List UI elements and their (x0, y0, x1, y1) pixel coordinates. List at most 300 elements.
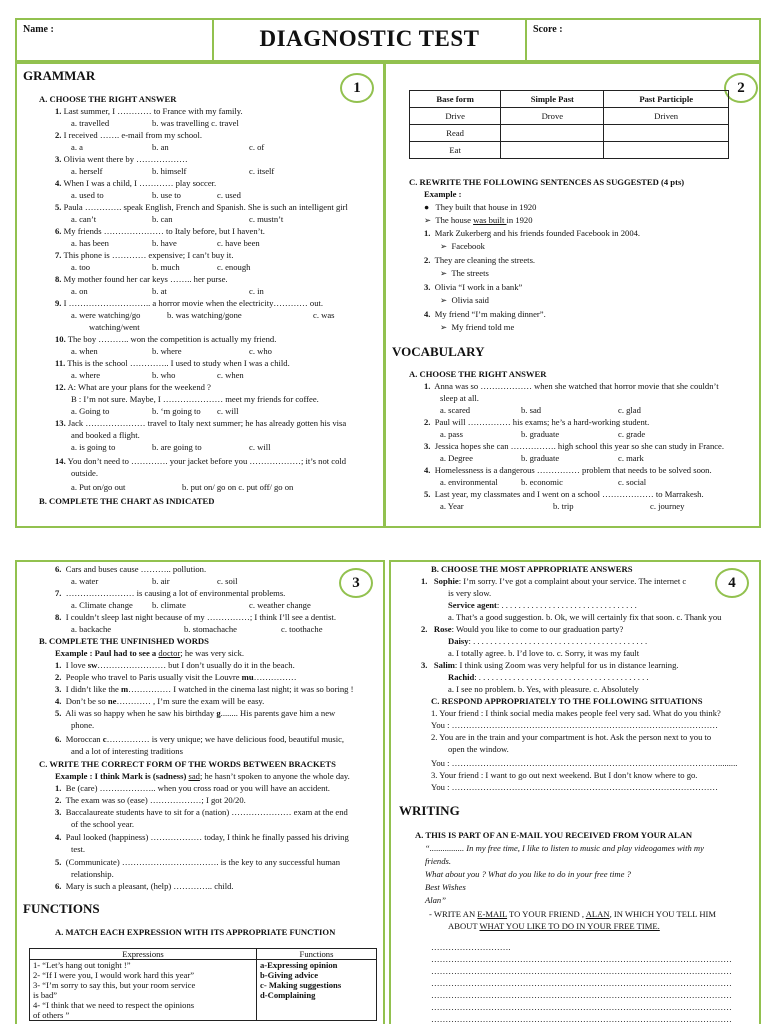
q-number: 1. (424, 381, 431, 391)
vocab-question-5 (424, 489, 704, 499)
q12-option-b[interactable]: b. ‘m going to (152, 406, 201, 416)
vocab-q2-option-a[interactable]: a. pass (440, 429, 463, 439)
functions-cell (257, 960, 377, 1021)
example-text: The house (435, 215, 474, 225)
example-label: Example : (424, 189, 462, 199)
answer-stem: Olivia said (451, 295, 489, 305)
q2-option-c[interactable]: c. of (249, 142, 265, 152)
item-text: I didn’t like the (65, 684, 121, 694)
q-text: The boy ……….. won the competition is actually my friend. (67, 334, 277, 344)
email-line-1: “................ In my free time, I like to listen to music and play videogames with my (425, 843, 704, 853)
q3-option-a[interactable]: a. herself (71, 166, 103, 176)
q-number: 6. (55, 564, 62, 574)
word-item-4 (55, 696, 264, 706)
q7-option-a[interactable]: a. too (71, 262, 91, 272)
q-text: This phone is ………… expensive; I can’t buy it. (63, 250, 234, 260)
section-c-example (55, 771, 350, 781)
dialogue-2-line-1: 2. Rose: Would you like to come to our graduation party? (421, 624, 624, 634)
q10-option-b[interactable]: b. where (152, 346, 182, 356)
column-header: Past Participle (604, 91, 729, 108)
dialogue-3-response[interactable] (448, 672, 649, 682)
q-number: 2. (55, 130, 62, 140)
form-item-5-cont: relationship. (71, 869, 114, 879)
form-item-6 (55, 881, 234, 891)
vocab-question-1 (424, 381, 719, 391)
q8-option-c[interactable]: c. in (249, 286, 264, 296)
dialogue-1-options[interactable]: a. That’s a good suggestion. b. Ok, we will certainly fix that soon. c. Thank you (448, 612, 722, 622)
dialogue-3-line-1: 3. Salim: I think using Zoom was very helpful for us in distance learning. (421, 660, 679, 670)
table-cell: Read (410, 125, 501, 142)
q-text: I ……………………….. a horror movie when the electricity………… out. (63, 298, 324, 308)
rewrite-item-3 (424, 282, 522, 292)
table-cell-blank[interactable] (604, 142, 729, 159)
table-row (410, 108, 729, 125)
q13-option-c[interactable]: c. will (249, 442, 271, 452)
page-2 (384, 62, 761, 528)
speaker-name: Service agent (448, 600, 497, 610)
speaker-name: Rose (433, 624, 452, 634)
dialogue-text: : I’m sorry. I’ve got a complaint about your service. The internet c (458, 576, 687, 586)
score-label: Score : (533, 24, 563, 35)
column-header: Simple Past (501, 91, 604, 108)
table-header-row (30, 949, 377, 960)
table-cell-blank[interactable] (501, 125, 604, 142)
situation-2-answer[interactable]: You : …………………………………………………………………………………......... (431, 758, 738, 768)
q-number: 9. (55, 298, 62, 308)
answer-line[interactable]: ………………………. (431, 942, 511, 952)
situation-3: 3. Your friend : I want to go out next weekend. But I don’t know where to go. (431, 770, 698, 780)
arrow-icon: ➢ (440, 322, 448, 332)
q2-option-b[interactable]: b. an (152, 142, 169, 152)
column-header: Functions (257, 949, 377, 960)
q6-option-a[interactable]: a. has been (71, 238, 109, 248)
vocab-question-3 (424, 441, 724, 451)
situation-2-cont: open the window. (448, 744, 509, 754)
word-start: g (216, 708, 221, 718)
q9-option-cont: watching/went (89, 322, 140, 332)
function-item: b-Giving advice (260, 970, 319, 980)
question-10 (55, 334, 276, 344)
question-2 (55, 130, 202, 140)
situation-1-answer[interactable]: You : ………………………………………………………………………………… (431, 720, 719, 730)
rewrite-answer-2[interactable] (440, 268, 489, 278)
section-b-example (55, 648, 244, 658)
q-text: Olivia went there by ……………… (63, 154, 188, 164)
word-start: m (120, 684, 129, 694)
situation-3-answer[interactable]: You : ………………………………………………………………………………… (431, 782, 719, 792)
example-label: Example : Paul had to see a (55, 648, 159, 658)
vocab-q1-option-a[interactable]: a. scared (440, 405, 471, 415)
item-text: Mary is such a pleasant, (help) ………….. child. (65, 881, 234, 891)
bullet-icon: ● (424, 202, 430, 212)
q2-option-a[interactable]: a. a (71, 142, 83, 152)
vocab-q2-option-c[interactable]: c. grade (618, 429, 646, 439)
q11-option-b[interactable]: b. who (152, 370, 176, 380)
answer-stem: Facebook (451, 241, 485, 251)
q-text: My mother found her car keys …….. her purse. (63, 274, 228, 284)
q13-cont: and booked a flight. (71, 430, 140, 440)
item-number: 5. (55, 857, 62, 867)
vocab-q4-option-a[interactable]: a. environmental (440, 477, 498, 487)
q-number: 3. (424, 441, 431, 451)
answer-line[interactable]: …………………………………………………………………………………………… (431, 966, 732, 976)
email-line-2: friends. (425, 856, 452, 866)
word-item-5-cont: phone. (71, 720, 95, 730)
q9-option-a[interactable]: a. were watching/go (71, 310, 141, 320)
q-number: 11. (55, 358, 66, 368)
table-row (30, 960, 377, 1021)
q6-option-b[interactable]: b. have (152, 238, 177, 248)
section-b-heading: B. CHOOSE THE MOST APPROPRIATE ANSWERS (431, 564, 633, 574)
column-header: Expressions (30, 949, 257, 960)
q12-line-b: B : I’m not sure. Maybe, I ………………… meet my friends for coffee. (71, 394, 319, 404)
vocab-q6-option-b[interactable]: b. air (152, 576, 170, 586)
q-text: Cars and buses cause ……….. pollution. (65, 564, 207, 574)
word-item-2 (55, 672, 297, 682)
q13-option-b[interactable]: b. are going to (152, 442, 202, 452)
item-number: 6. (55, 734, 62, 744)
expression-item: 4- “I think that we need to respect the opinions (33, 1000, 195, 1010)
q8-option-b[interactable]: b. at (152, 286, 167, 296)
q-text: Homelessness is a dangerous …………… problem that needs to be solved soon. (434, 465, 712, 475)
word-item-3 (55, 684, 353, 694)
vocab-question-7 (55, 588, 285, 598)
q-text: Last year, my classmates and I went on a school ……………… to Marrakesh. (434, 489, 704, 499)
form-item-5 (55, 857, 340, 867)
arrow-icon: ➢ (440, 295, 448, 305)
vocab-question-8 (55, 612, 336, 622)
expressions-cell (30, 960, 257, 1021)
item-text: …………… is very unique; we have delicious food, beautiful music, (106, 734, 345, 744)
email-line-5: Alan” (425, 895, 447, 905)
word-item-6 (55, 734, 344, 744)
question-12 (55, 382, 211, 392)
email-line-3: What about you ? What do you like to do in your free time ? (425, 869, 631, 879)
q-number: 13. (55, 418, 66, 428)
functions-heading: FUNCTIONS (23, 901, 100, 916)
q14-option-a[interactable]: a. Put on/go out (71, 482, 126, 492)
item-text: …………………… but I don’t usually do it in the beach. (97, 660, 295, 670)
item-text: …………… I watched in the cinema last night; it was so boring ! (128, 684, 354, 694)
q5-option-c[interactable]: c. mustn’t (249, 214, 284, 224)
q-number: 4. (424, 465, 431, 475)
q-text: This is the school ………….. I used to study when I was a child. (67, 358, 290, 368)
answer-line[interactable]: …………………………………………………………………………………………… (431, 978, 732, 988)
section-a-heading: A. CHOOSE THE RIGHT ANSWER (39, 94, 177, 104)
task-underlined: E-MAIL (477, 909, 508, 919)
vocabulary-heading: VOCABULARY (392, 344, 485, 359)
q-number: 8. (55, 612, 62, 622)
q12-option-c[interactable]: c. will (217, 406, 239, 416)
score-cell (527, 20, 761, 60)
expression-item: of others ” (33, 1010, 70, 1020)
vocab-q8-option-b[interactable]: b. stomachache (184, 624, 237, 634)
dialogue-2-response[interactable] (448, 636, 647, 646)
table-cell-blank[interactable] (501, 142, 604, 159)
speaker-name: Rachid (448, 672, 475, 682)
task-text: , IN WHICH YOU TELL HIM (609, 909, 717, 919)
vocab-q5-option-c[interactable]: c. journey (650, 501, 685, 511)
q7-option-c[interactable]: c. enough (217, 262, 251, 272)
dialogue-3-options[interactable]: a. I see no problem. b. Yes, with pleasure. c. Absolutely (448, 684, 639, 694)
item-number: 3. (55, 807, 62, 817)
vocab-q3-option-c[interactable]: c. mark (618, 453, 644, 463)
vocab-q5-option-b[interactable]: b. trip (553, 501, 574, 511)
q9-option-c[interactable]: c. was (313, 310, 335, 320)
vocab-q1-option-b[interactable]: b. sad (521, 405, 542, 415)
situation-1: 1. Your friend : I think social media makes people feel very sad. What do you think? (431, 708, 721, 718)
vocab-q7-option-a[interactable]: a. Climate change (71, 600, 133, 610)
answer-stem: The streets (451, 268, 489, 278)
q-number: 5. (424, 489, 431, 499)
item-number: 6. (55, 881, 62, 891)
question-14 (55, 456, 346, 466)
item-text: ........ His parents gave him a new (220, 708, 336, 718)
example-underlined: was built (473, 215, 507, 225)
vocab-q3-option-b[interactable]: b. graduate (521, 453, 560, 463)
form-item-1 (55, 783, 330, 793)
q-text: My friends ………………… to Italy before, but I haven’t. (63, 226, 265, 236)
question-9 (55, 298, 323, 308)
word-start: mu (241, 672, 254, 682)
q5-option-a[interactable]: a. can’t (71, 214, 97, 224)
q5-option-b[interactable]: b. can (152, 214, 173, 224)
q-number: 10. (55, 334, 66, 344)
vocab-q7-option-b[interactable]: b. climate (152, 600, 186, 610)
q-number: 14. (55, 456, 66, 466)
q-text: Jessica hopes she can ……………. high school this year so she can study in France. (434, 441, 725, 451)
question-13 (55, 418, 346, 428)
answer-line[interactable]: …………………………………………………………………………………………… (431, 1002, 732, 1012)
page-number-badge: 1 (340, 73, 374, 103)
vocab-q1-cont: sleep at all. (440, 393, 479, 403)
word-start: c (102, 734, 107, 744)
item-number: 3. (424, 282, 431, 292)
example-text: ; he was very sick. (180, 648, 245, 658)
item-number: 4. (55, 696, 62, 706)
q11-option-a[interactable]: a. where (71, 370, 101, 380)
q-text: Last summer, I ………… to France with my family. (63, 106, 243, 116)
q14-cont: outside. (71, 468, 98, 478)
q14-option-b[interactable]: b. put on/ go on c. put off/ go on (182, 482, 294, 492)
functions-section-a-heading: A. MATCH EACH EXPRESSION WITH ITS APPROPRIATE FUNCTION (55, 927, 336, 937)
q3-option-b[interactable]: b. himself (152, 166, 187, 176)
vocab-q5-option-a[interactable]: a. Year (440, 501, 464, 511)
task-underlined: ALAN (585, 909, 610, 919)
question-8 (55, 274, 228, 284)
page-number-badge: 2 (724, 73, 758, 103)
q-number: 2. (424, 417, 431, 427)
vocab-q8-option-c[interactable]: c. toothache (281, 624, 323, 634)
item-text: Be (care) ……………….. when you cross road or you will have an accident. (65, 783, 330, 793)
rewrite-answer-3[interactable] (440, 295, 489, 305)
vocab-q6-option-c[interactable]: c. soil (217, 576, 238, 586)
form-item-2 (55, 795, 246, 805)
vocab-section-a-heading: A. CHOOSE THE RIGHT ANSWER (409, 369, 547, 379)
table-cell: Eat (410, 142, 501, 159)
speaker-name: Salim (433, 660, 455, 670)
q12-option-a[interactable]: a. Going to (71, 406, 110, 416)
form-item-4 (55, 832, 349, 842)
question-11 (55, 358, 290, 368)
table-cell: Driven (604, 108, 729, 125)
writing-task-line-2 (448, 921, 660, 931)
q-number: 7. (55, 588, 62, 598)
answer-line[interactable]: …………………………………………………………………………………………… (431, 990, 732, 1000)
arrow-icon: ➢ (440, 268, 448, 278)
vocab-q3-option-a[interactable]: a. Degree (440, 453, 473, 463)
table-cell-blank[interactable] (604, 125, 729, 142)
vocab-question-2 (424, 417, 649, 427)
item-text: ………… , I’m sure the exam will be easy. (116, 696, 265, 706)
q-number: 4. (55, 178, 62, 188)
function-item: a-Expressing opinion (260, 960, 338, 970)
q8-option-a[interactable]: a. on (71, 286, 88, 296)
q3-option-c[interactable]: c. itself (249, 166, 275, 176)
q-text: Paul will …………… his exams; he’s a hard-working student. (434, 417, 650, 427)
q-text: A: What are your plans for the weekend ? (67, 382, 211, 392)
item-number: 4. (55, 832, 62, 842)
example-underlined: doctor (158, 648, 181, 658)
dialogue-2-options[interactable]: a. I totally agree. b. I’d love to. c. Sorry, it was my fault (448, 648, 640, 658)
page-number-badge: 4 (715, 568, 749, 598)
section-c-heading: C. RESPOND APPROPRIATELY TO THE FOLLOWING SITUATIONS (431, 696, 703, 706)
grammar-heading: GRAMMAR (23, 68, 96, 83)
vocab-question-4 (424, 465, 712, 475)
vocab-q1-option-c[interactable]: c. glad (618, 405, 641, 415)
response-blank: : . . . . . . . . . . . . . . . . . . . . . . . . . . . . . . . . . . . . . . . . . (468, 636, 648, 646)
q-number: 6. (55, 226, 62, 236)
item-text: Don’t be so (65, 696, 108, 706)
table-cell: Drove (501, 108, 604, 125)
q-text: Anna was so ……………… when she watched that horror movie that she couldn’t (434, 381, 719, 391)
example-text: They built that house in 1920 (435, 202, 537, 212)
vocab-q8-option-a[interactable]: a. backache (71, 624, 112, 634)
vocab-q4-option-c[interactable]: c. social (618, 477, 647, 487)
dialogue-text: : I think using Zoom was very helpful for us in distance learning. (454, 660, 679, 670)
vocab-q7-option-c[interactable]: c. weather change (249, 600, 311, 610)
rewrite-answer-1[interactable] (440, 241, 485, 251)
item-text: They are cleaning the streets. (434, 255, 536, 265)
q-number: 8. (55, 274, 62, 284)
q1-option-a[interactable]: a. travelled (71, 118, 110, 128)
q-number: 3. (55, 154, 62, 164)
page-number-badge: 3 (339, 568, 373, 598)
item-number: 1. (55, 783, 62, 793)
task-text: ABOUT (448, 921, 480, 931)
q-text: I received ……. e-mail from my school. (63, 130, 203, 140)
page-3 (15, 560, 385, 1024)
q-number: 7. (55, 250, 62, 260)
q7-option-b[interactable]: b. much (152, 262, 180, 272)
item-text: Paul looked (happiness) ……………… today, I think he finally passed his driving (65, 832, 349, 842)
q6-option-c[interactable]: c. have been (217, 238, 260, 248)
q4-option-a[interactable]: a. used to (71, 190, 104, 200)
item-text: Olivia “I work in a bank” (434, 282, 523, 292)
dialogue-1-line-1: 1. Sophie: I’m sorry. I’ve got a complaint about your service. The internet c (421, 576, 687, 586)
example-text: ; he hasn’t spoken to anyone the whole day. (199, 771, 350, 781)
question-6 (55, 226, 265, 236)
task-text: TO YOUR FRIEND , (507, 909, 586, 919)
response-blank: : . . . . . . . . . . . . . . . . . . . . . . . . . . . . . . . . (496, 600, 637, 610)
arrow-icon: ➢ (424, 215, 432, 225)
vocab-question-6 (55, 564, 206, 574)
q4-option-c[interactable]: c. used (217, 190, 241, 200)
section-b-heading: B. COMPLETE THE CHART AS INDICATED (39, 496, 215, 506)
item-text: I love (65, 660, 88, 670)
form-item-3-cont: of the school year. (71, 819, 135, 829)
name-cell (17, 20, 214, 60)
question-4 (55, 178, 216, 188)
item-text: The exam was so (ease) ………………; I got 20/20. (65, 795, 246, 805)
q9-option-b[interactable]: b. was watching/gone (167, 310, 242, 320)
form-item-3 (55, 807, 348, 817)
vocab-q2-option-b[interactable]: b. graduate (521, 429, 560, 439)
title-cell (214, 20, 527, 60)
example-underlined: sad (188, 771, 200, 781)
item-number: 5. (55, 708, 62, 718)
header-bar (15, 18, 761, 62)
task-underlined: WHAT YOU LIKE TO DO IN YOUR FREE TIME. (479, 921, 660, 931)
q1-option-b[interactable]: b. was travelling c. travel (152, 118, 239, 128)
q-text: When I was a child, I ………… play soccer. (63, 178, 217, 188)
speaker-name: Sophie (433, 576, 459, 586)
function-item: d-Complaining (260, 990, 316, 1000)
vocab-q6-option-a[interactable]: a. water (71, 576, 99, 586)
function-item: c- Making suggestions (260, 980, 342, 990)
q13-option-a[interactable]: a. is going to (71, 442, 116, 452)
question-7 (55, 250, 233, 260)
page-1 (15, 62, 385, 528)
item-number: 2. (55, 795, 62, 805)
arrow-icon: ➢ (440, 241, 448, 251)
item-text: (Communicate) ……………………………. is the key to any successful human (65, 857, 340, 867)
word-item-5 (55, 708, 335, 718)
q4-option-b[interactable]: b. use to (152, 190, 181, 200)
word-item-1 (55, 660, 295, 670)
q10-option-c[interactable]: c. who (249, 346, 272, 356)
item-number: 4. (424, 309, 431, 319)
question-3 (55, 154, 188, 164)
functions-table (29, 948, 377, 1021)
answer-line[interactable]: …………………………………………………………………………………………… (431, 954, 732, 964)
dialogue-text: : Would you like to come to our graduation party? (451, 624, 624, 634)
table-row (410, 142, 729, 159)
q11-option-c[interactable]: c. when (217, 370, 244, 380)
rewrite-answer-4[interactable] (440, 322, 514, 332)
item-text: Moroccan (65, 734, 103, 744)
section-c-heading: C. WRITE THE CORRECT FORM OF THE WORDS BETWEEN BRACKETS (39, 759, 336, 769)
item-text: Ali was so happy when he saw his birthday (65, 708, 217, 718)
rewrite-item-2 (424, 255, 535, 265)
table-header-row (410, 91, 729, 108)
dialogue-1-response[interactable] (448, 600, 637, 610)
writing-heading: WRITING (399, 803, 460, 818)
verb-forms-table (409, 90, 729, 159)
task-text: - WRITE AN (429, 909, 478, 919)
answer-line[interactable]: …………………………………………………………………………………………… (431, 1014, 732, 1024)
vocab-q4-option-b[interactable]: b. economic (521, 477, 563, 487)
expression-item: is bad” (33, 990, 58, 1000)
q-text: I couldn’t sleep last night because of my ……………; I think I’ll see a dentist. (65, 612, 336, 622)
email-line-4: Best Wishes (425, 882, 466, 892)
table-row (410, 125, 729, 142)
expression-item: 1- “Let’s hang out tonight !” (33, 960, 131, 970)
q10-option-a[interactable]: a. when (71, 346, 98, 356)
dialogue-1-line-2: is very slow. (448, 588, 492, 598)
q-text: Paula …………. speak English, French and Spanish. She is such an intelligent girl (63, 202, 348, 212)
writing-section-a-heading: A. THIS IS PART OF AN E-MAIL YOU RECEIVED FROM YOUR ALAN (415, 830, 693, 840)
